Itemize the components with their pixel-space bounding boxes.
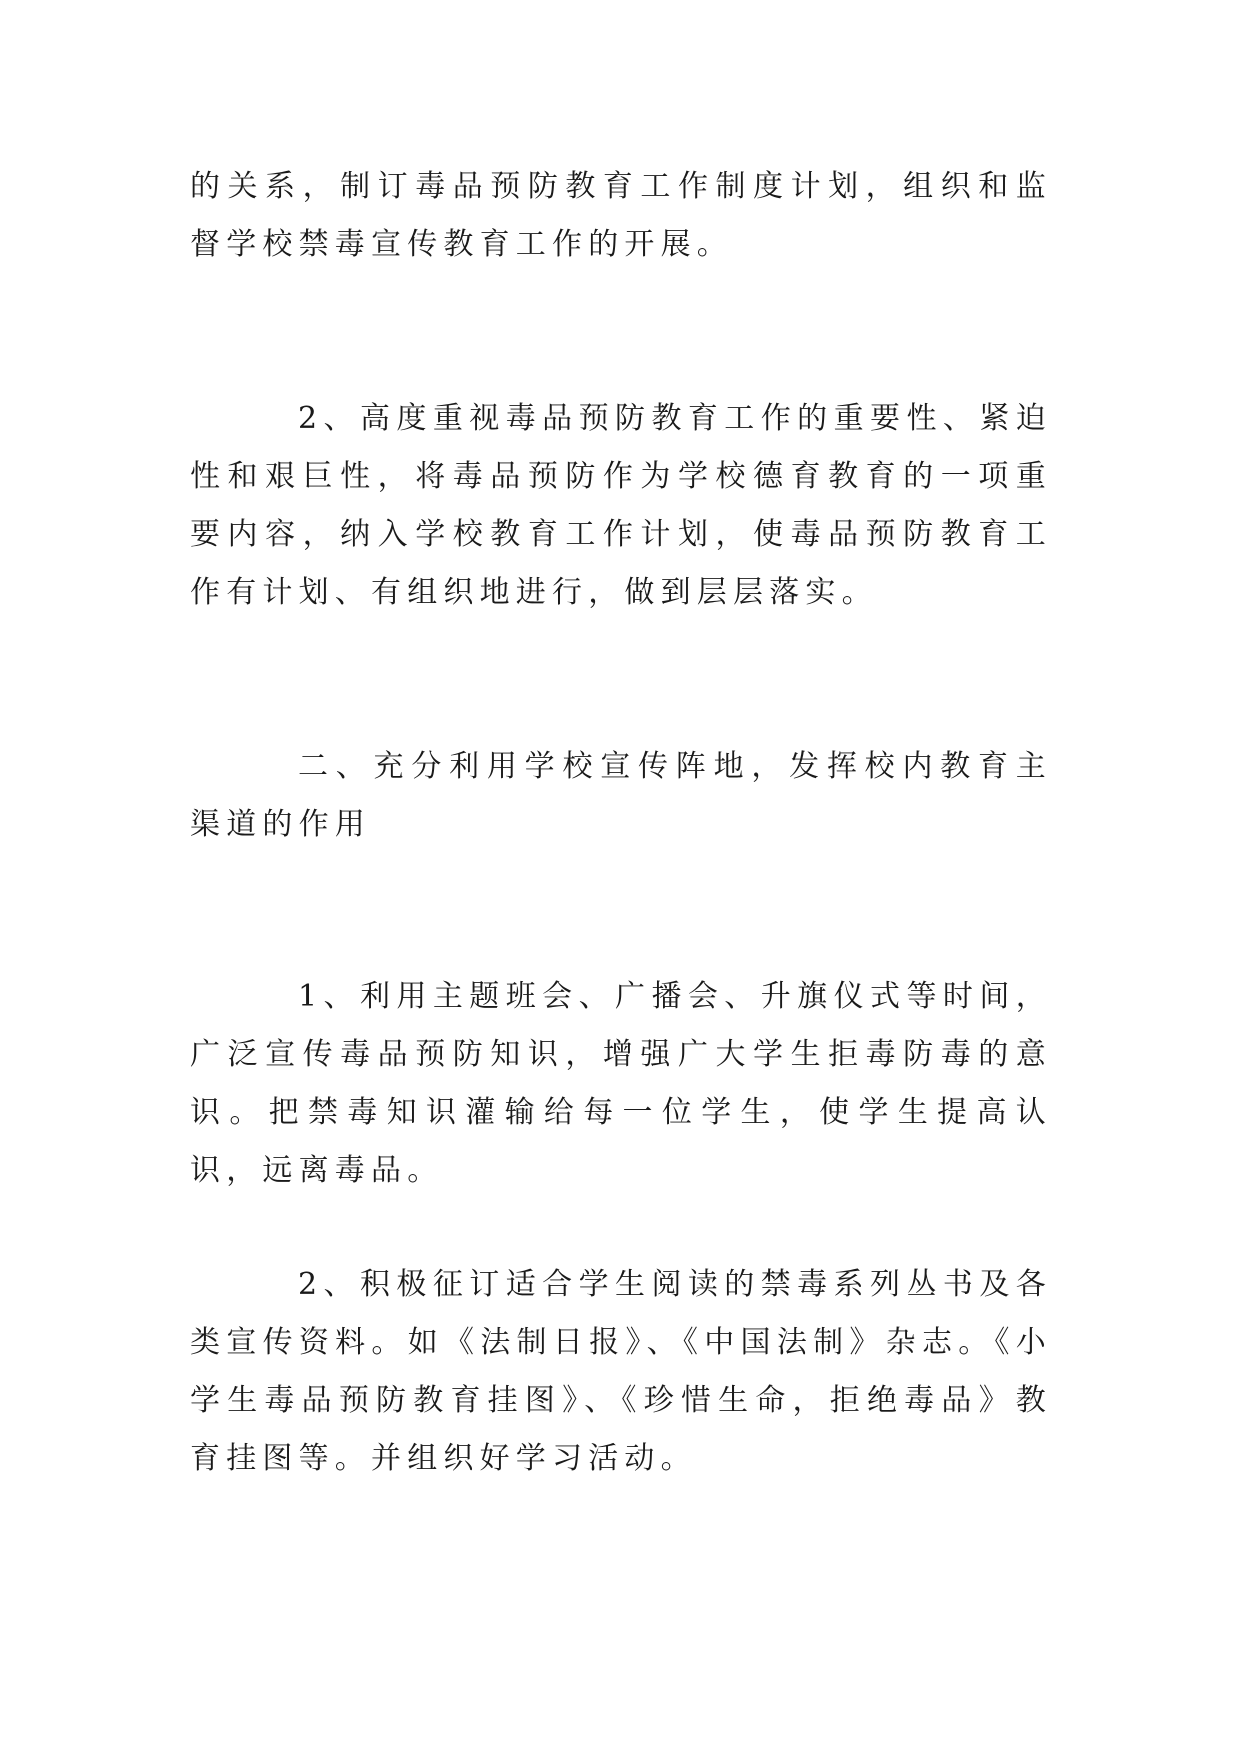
paragraph-item-2b: 2、积极征订适合学生阅读的禁毒系列丛书及各类宣传资料。如《法制日报》、《中国法制》杂志。《小学生毒品预防教育挂图》、《珍惜生命，拒绝毒品》教育挂图等。并组织好学习活动。 (190, 1267, 1052, 1476)
section-heading-2: 二、充分利用学校宣传阵地，发挥校内教育主渠道的作用 (190, 749, 1052, 842)
paragraph-item-2: 2、高度重视毒品预防教育工作的重要性、紧迫性和艰巨性，将毒品预防作为学校德育教育的一项重要内容，纳入学校教育工作计划，使毒品预防教育工作有计划、有组织地进行，做到层层落实。 (190, 401, 1052, 610)
paragraph-continuation: 的关系，制订毒品预防教育工作制度计划，组织和监督学校禁毒宣传教育工作的开展。 (190, 169, 1052, 262)
paragraph-item-1: 1、利用主题班会、广播会、升旗仪式等时间，广泛宣传毒品预防知识，增强广大学生拒毒防毒的意识。把禁毒知识灌输给每一位学生，使学生提高认识，远离毒品。 (190, 979, 1052, 1188)
